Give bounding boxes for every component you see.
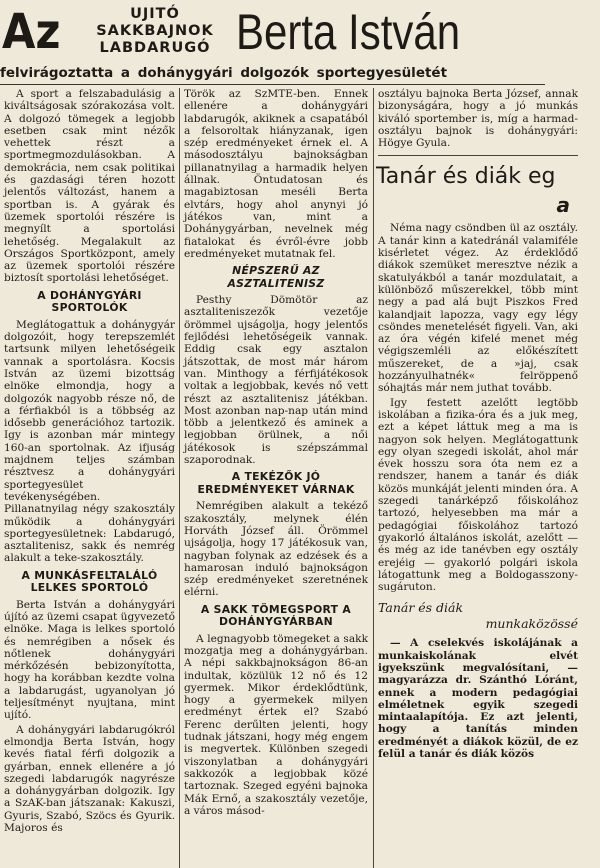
paragraph: Nemrégiben alakult a tekéző szakosztály, melynek élén Horváth József áll. Örömmel ujságolja, hogy 17 játékosuk van, nagyban folynak az edzések és a hamarosan induló bajnokságon szép eredményeket szeretnének elérni. bbox=[184, 500, 368, 599]
article-column-1 bbox=[4, 88, 175, 836]
headline-subtitle: felvirágoztatta a dohánygyári dolgozók sportegyesületét bbox=[0, 65, 448, 81]
paragraph: Pesthy Dömötör az asztaliteniszezők vezetője örömmel ujságolja, hogy jelentős fejlődési lehetőségeik vannak. Eddig csak egy asztalon játszottak, de most már három van. Minthogy a férfijátékosok voltak a legjobbak, kevés nő vett részt az asztalitenisz játékban. Most azonban nap-nap után mind több a jelentkező és aminek a legjobban örülnek, a női játékosok is szépszámmal szaporodnak. bbox=[184, 294, 368, 467]
paragraph: A sport a felszabadulásig a kiváltságosak szórakozása volt. A dolgozó tömegek a legjobb esetben csak mint nézők vehettek részt a sportmegmozdulásokban. A demokrácia, nem csak politikai és gazdasági téren hozott jelentős változást, hanem a sportban is. A gyárak és üzemek sportolói részére is megnyílt a sportolási lehetőség. Megalakult az Országos Sportközpont, amely az üzemek sportolói részére biztosít sportolási lehetőséget. bbox=[4, 88, 175, 285]
paragraph: osztályu bajnoka Berta József, annak bizonyságára, hogy a jó munkás kiváló sportember is, míg a harmad-osztályu bajnok is dohánygyári: Högye Gyula. bbox=[378, 88, 578, 150]
section-heading: A TEKÉZŐK JÓ EREDMÉNYEKET VÁRNAK bbox=[197, 470, 355, 496]
paragraph: Berta István a dohánygyári újító az üzemi csapat ügyvezető elnöke. Maga is lelkes sportoló és nemrégiben a nősek és nőtlenek dohánygyári mérkőzésén bebizonyította, hogy ha korábban kezdte volna a labdarugást, ugyanolyan jó teljesítményt nyujtana, mint ujító. bbox=[4, 598, 175, 722]
headline-name: Berta István bbox=[236, 4, 461, 60]
article-column-3 bbox=[378, 88, 578, 762]
article-headline-continued: a bbox=[556, 193, 570, 218]
subsection-heading-continued: munkaközössé bbox=[485, 616, 578, 632]
column-rule bbox=[373, 88, 374, 868]
headline-az: Az bbox=[2, 4, 61, 60]
column-rule bbox=[179, 88, 180, 868]
section-heading: A MUNKÁSFELTALÁLÓ LELKES SPORTOLÓ bbox=[21, 568, 158, 595]
section-heading: A SAKK TÖMEGSPORT A DOHÁNYGYÁRBAN bbox=[200, 602, 352, 629]
headline-descriptors bbox=[80, 6, 230, 57]
headline-word-ujito: UJITÓ bbox=[130, 6, 180, 22]
header-rule bbox=[0, 84, 545, 85]
article-divider bbox=[378, 155, 578, 156]
paragraph: — A cselekvés iskolájának a munkaiskolának elvét igyekszünk megvalósítani, — magyarázza dr. Szánthó Lóránt, ennek a modern pedagógiai elméletnek egyik szegedi mintaalapítója. Ez azt jelenti, hogy a tanítás minden eredményét a diákok közül, de ez felül a tanár és diák közös bbox=[378, 637, 578, 761]
headline-word-labdarugo: LABDARUGÓ bbox=[99, 40, 211, 56]
paragraph: A dohánygyári labdarugókról elmondja Berta István, hogy kevés fiatal férfi dolgozik a gyárban, ennek ellenére a jó szegedi labdarugók nagyrésze a dohánygyárban dolgozik. Igy a SzAK-ban játszanak: Kakuszi, Gyuris, Szabó, Szöcs és Gyurik. Majoros és bbox=[4, 723, 175, 835]
headline-word-sakkbajnok: SAKKBAJNOK bbox=[96, 23, 214, 39]
article-headline: Tanár és diák eg bbox=[376, 164, 556, 190]
section-heading: A DOHÁNYGYÁRI SPORTOLÓK bbox=[37, 288, 142, 315]
paragraph: Igy festett azelőtt legtöbb iskolában a fizika-óra és a juk meg, ezt a képet láttuk meg a ma is nagyon sok helyen. Meglátogattunk egy olyan szegedi iskolát, ahol már évek hosszu sora óta nem ez a rendszer, hanem a tanár és diák közös munkáját jelenti minden óra. A szegedi tanárképző főiskolához tartozó, helyesebben ma már a pedagógiai főiskolához tartozó gyakorló általános iskolát, azelőtt — és még az ide tanévben egy osztály erejéig — gyakorló polgári iskola látogattunk meg a Boldogasszony-sugáruton. bbox=[378, 396, 578, 594]
subsection-heading: Tanár és diák bbox=[378, 600, 464, 616]
article-column-2 bbox=[184, 88, 368, 819]
paragraph: Meglátogattuk a dohánygyár dolgozóit, hogy terepszemlét tartsunk milyen lehetőségeik vannak a sportolásra. Kocsis István az üzemi bizottság elnöke elmondja, hogy a dolgozók nagyobb része nő, de a férfiakból is a többség az idősebb generációhoz tartozik. Igy is azonban már mintegy 160-an sportolnak. Az ifjuság majdnem teljes számban résztvesz a dohánygyári sportegyesület tevékenységében. Pillanatnyilag négy szakosztály működik a dohánygyári sportegyesületnek: Labdarugó, asztalitenisz, sakk és nemrég alakult a teke-szakosztály. bbox=[4, 318, 175, 565]
paragraph: Néma nagy csöndben ül az osztály. A tanár kinn a katedránál valamiféle kisérletet végez. Az érdeklődő diákok szemüket meresztve nézik a skatulyákból a tanár mozdulatait, a különböző műszerekkel, több mint negy a pad alá bujt Piszkos Fred kalandjait lapozza, vagy egy légy csöndes menetelését figyeli. Van, aki az óra végén kifelé menet még végigszemléli az előkészített műszereket, de a »jaj, csak hozzányulhatnék« felröppenő sóhajtás már nem juthat tovább. bbox=[378, 222, 578, 395]
paragraph: A legnagyobb tömegeket a sakk mozgatja meg a dohánygyárban. A népi sakkbajnokságon 86-an indultak, közülük 12 nő és 12 gyermek. Mikor érdeklődtünk, hogy a gyermekek milyen eredményt értek el? Szabó Ferenc derűlten jelenti, hogy tudnak játszani, hogy még engem is megvertek. Különben szegedi viszonylatban a dohánygyári sakkozók a legjobbak közé tartoznak. Szeged egyéni bajnoka Mák Ernő, a szakosztály vezetője, a város másod- bbox=[184, 632, 368, 817]
section-heading: NÉPSZERŰ AZ ASZTALITENISZ bbox=[227, 264, 325, 290]
paragraph: Török az SzMTE-ben. Ennek ellenére a dohánygyári labdarugók, akiknek a csapatából a felsoroltak hiányzanak, igen szép eredményeket érnek el. A másodosztályu bajnokságban pillanatnyilag a harmadik helyen állnak. Öntudatosan és magabiztosan meséli Berta elvtárs, hogy ahol anynyi jó játékos van, mint a Dohánygyárban, nevelnek még fiatalokat és évről-évre jobb eredményeket mutatnak fel. bbox=[184, 88, 368, 260]
